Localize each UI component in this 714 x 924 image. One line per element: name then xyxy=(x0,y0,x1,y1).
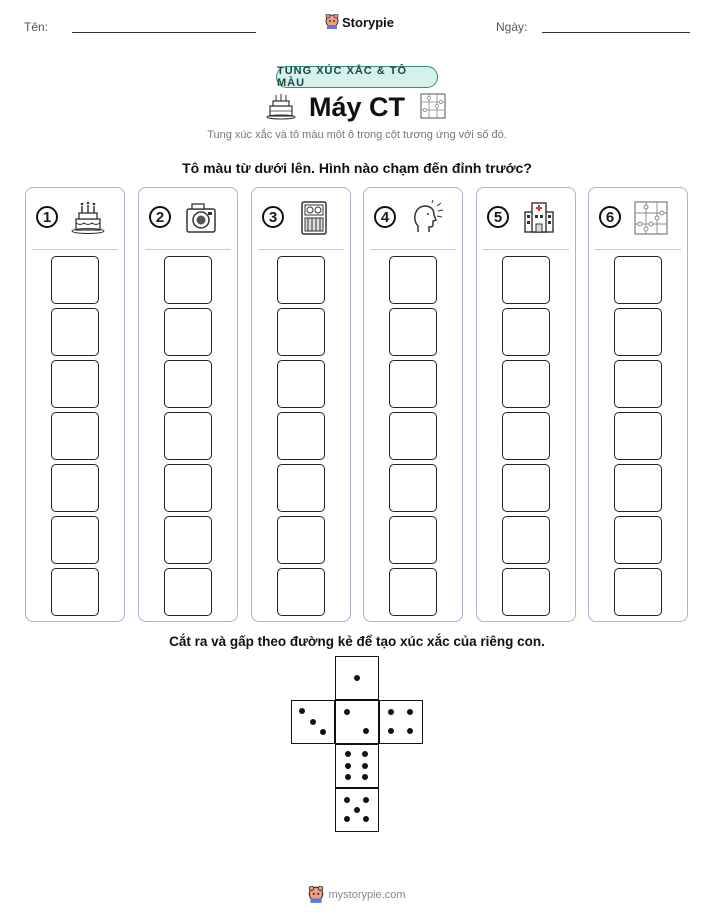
color-box[interactable] xyxy=(614,464,662,512)
color-box[interactable] xyxy=(614,516,662,564)
color-box[interactable] xyxy=(502,568,550,616)
brand-name: Storypie xyxy=(342,14,395,30)
color-box[interactable] xyxy=(164,360,212,408)
dice-pip xyxy=(388,728,394,734)
divider xyxy=(483,249,569,250)
dice-pip xyxy=(362,774,368,780)
column-number: 5 xyxy=(487,206,509,228)
color-box[interactable] xyxy=(614,360,662,408)
dice-pip xyxy=(344,709,350,715)
color-box[interactable] xyxy=(277,568,325,616)
dice-pip xyxy=(354,675,360,681)
activity-badge: TUNG XÚC XẮC & TÔ MÀU xyxy=(276,66,438,88)
dice-pip xyxy=(345,763,351,769)
color-box[interactable] xyxy=(51,516,99,564)
color-box[interactable] xyxy=(614,308,662,356)
column-4 xyxy=(363,187,463,622)
color-box[interactable] xyxy=(51,256,99,304)
color-box[interactable] xyxy=(614,256,662,304)
color-box[interactable] xyxy=(614,568,662,616)
color-box[interactable] xyxy=(277,256,325,304)
dice-pip xyxy=(363,728,369,734)
column-3 xyxy=(251,187,351,622)
color-box[interactable] xyxy=(164,308,212,356)
column-number: 3 xyxy=(262,206,284,228)
column-number: 6 xyxy=(599,206,621,228)
column-number: 4 xyxy=(374,206,396,228)
color-box[interactable] xyxy=(164,568,212,616)
head-icon xyxy=(408,200,444,236)
color-box[interactable] xyxy=(164,256,212,304)
color-box[interactable] xyxy=(51,568,99,616)
divider xyxy=(32,249,118,250)
storypie-mascot-icon xyxy=(308,886,324,904)
date-label: Ngày: xyxy=(496,20,528,34)
color-box[interactable] xyxy=(502,256,550,304)
divider xyxy=(145,249,231,250)
camera-icon xyxy=(183,200,219,236)
dice-pip xyxy=(299,708,305,714)
dice-pip xyxy=(362,751,368,757)
color-box[interactable] xyxy=(502,360,550,408)
color-box[interactable] xyxy=(277,412,325,460)
divider xyxy=(258,249,344,250)
color-box[interactable] xyxy=(277,360,325,408)
dice-face-1 xyxy=(335,656,379,700)
date-line xyxy=(542,32,690,33)
color-box[interactable] xyxy=(51,412,99,460)
footer xyxy=(0,886,714,904)
instruction-top: Tô màu từ dưới lên. Hình nào chạm đến đỉnh trước? xyxy=(182,160,532,176)
divider xyxy=(370,249,456,250)
column-number: 2 xyxy=(149,206,171,228)
ct-machine-icon xyxy=(296,200,332,236)
dice-pip xyxy=(344,816,350,822)
color-box[interactable] xyxy=(614,412,662,460)
column-1 xyxy=(25,187,125,622)
color-box[interactable] xyxy=(389,568,437,616)
column-number: 1 xyxy=(36,206,58,228)
column-6 xyxy=(588,187,688,622)
color-box[interactable] xyxy=(502,308,550,356)
divider xyxy=(595,249,681,250)
puzzle-icon xyxy=(633,200,669,236)
color-box[interactable] xyxy=(389,308,437,356)
color-box[interactable] xyxy=(277,464,325,512)
dice-pip xyxy=(407,728,413,734)
hospital-icon xyxy=(521,200,557,236)
color-box[interactable] xyxy=(389,256,437,304)
color-box[interactable] xyxy=(389,516,437,564)
color-box[interactable] xyxy=(164,464,212,512)
dice-pip xyxy=(320,729,326,735)
color-box[interactable] xyxy=(502,412,550,460)
page-title: Máy CT xyxy=(308,92,406,122)
dice-pip xyxy=(354,807,360,813)
dice-face-5 xyxy=(335,788,379,832)
instruction-bottom: Cắt ra và gấp theo đường kẻ để tạo xúc xắc của riêng con. xyxy=(169,634,545,649)
footer-url: mystorypie.com xyxy=(328,889,406,901)
dice-pip xyxy=(362,763,368,769)
color-box[interactable] xyxy=(51,464,99,512)
dice-face-2 xyxy=(335,700,379,744)
dice-pip xyxy=(345,774,351,780)
dice-face-4 xyxy=(379,700,423,744)
name-label: Tên: xyxy=(24,20,49,34)
dice-pip xyxy=(363,816,369,822)
dice-pip xyxy=(363,797,369,803)
dice-pip xyxy=(388,709,394,715)
color-box[interactable] xyxy=(389,360,437,408)
name-line xyxy=(72,32,256,33)
color-box[interactable] xyxy=(389,412,437,460)
title-puzzle-icon xyxy=(420,93,446,119)
dice-pip xyxy=(345,751,351,757)
birthday-cake-icon xyxy=(70,200,106,236)
color-box[interactable] xyxy=(389,464,437,512)
storypie-mascot-icon xyxy=(325,14,339,30)
color-box[interactable] xyxy=(502,516,550,564)
dice-face-3 xyxy=(291,700,335,744)
color-box[interactable] xyxy=(277,308,325,356)
color-box[interactable] xyxy=(51,360,99,408)
column-5 xyxy=(476,187,576,622)
color-box[interactable] xyxy=(502,464,550,512)
dice-face-6 xyxy=(335,744,379,788)
color-box[interactable] xyxy=(164,412,212,460)
color-box[interactable] xyxy=(51,308,99,356)
subtitle: Tung xúc xắc và tô màu một ô trong cột tương ứng với số đó. xyxy=(207,129,507,141)
color-box[interactable] xyxy=(277,516,325,564)
dice-pip xyxy=(344,797,350,803)
column-2 xyxy=(138,187,238,622)
color-box[interactable] xyxy=(164,516,212,564)
dice-pip xyxy=(407,709,413,715)
dice-pip xyxy=(310,719,316,725)
brand-logo xyxy=(325,14,394,30)
